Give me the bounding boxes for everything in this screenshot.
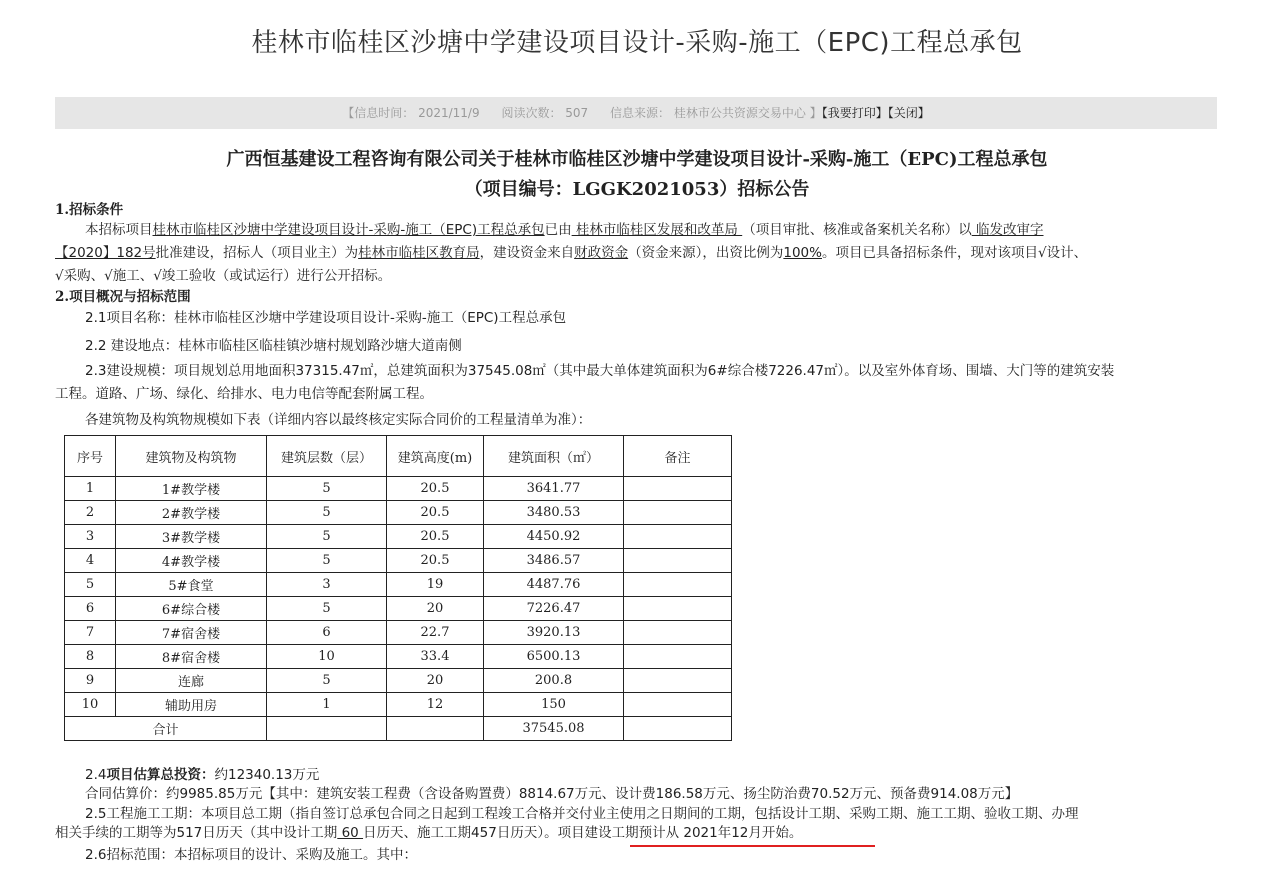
- header-cell: 建筑层数（层）: [267, 436, 387, 477]
- table-cell: [624, 597, 732, 621]
- table-cell: 10: [267, 645, 387, 669]
- table-cell: 7: [65, 621, 116, 645]
- fund-source: 财政资金: [574, 245, 629, 261]
- table-cell: 4#教学楼: [116, 549, 267, 573]
- table-cell: 7226.47: [484, 597, 624, 621]
- info-time-value: 2021/11/9: [418, 106, 480, 120]
- header-cell: 序号: [65, 436, 116, 477]
- info-reads-label: 阅读次数：: [501, 106, 562, 120]
- sec1-para-line3: √采购、√施工、√竣工验收（或试运行）进行公开招标。: [55, 268, 392, 284]
- text: 批准建设，招标人（项目业主）为: [155, 245, 359, 261]
- table-cell: 3: [65, 525, 116, 549]
- sec1-para-line1: [55, 220, 1220, 240]
- tenderer-name: 桂林市临桂区教育局: [358, 245, 480, 261]
- table-cell: 20.5: [387, 501, 484, 525]
- table-cell: 20: [387, 597, 484, 621]
- table-header-row: [65, 436, 732, 477]
- text: 。项目已具备招标条件，现对该项目√设计、: [821, 245, 1088, 261]
- para-2-4: [55, 765, 1220, 785]
- info-source-value: 桂林市公共资源交易中心: [673, 106, 806, 120]
- doc-heading-line2: （项目编号：LGGK2021053）招标公告: [464, 179, 810, 200]
- table-body: [65, 477, 732, 717]
- table-cell: [624, 477, 732, 501]
- table-cell: 5: [267, 525, 387, 549]
- table-cell: 200.8: [484, 669, 624, 693]
- header-cell: 建筑面积（㎡）: [484, 436, 624, 477]
- table-row: [65, 693, 732, 717]
- table-cell: 5: [267, 597, 387, 621]
- table-cell: 5: [267, 501, 387, 525]
- table-cell: 20.5: [387, 525, 484, 549]
- header-cell: 建筑物及构筑物: [116, 436, 267, 477]
- text: 日历天、施工工期457日历天）。项目建设工期预计从 2021年12月开始。: [363, 825, 803, 841]
- section2-title: 2.项目概况与招标范围: [55, 289, 191, 305]
- table-cell: 连廊: [116, 669, 267, 693]
- table-cell: 5: [267, 549, 387, 573]
- table-row: [65, 597, 732, 621]
- table-cell: 1: [267, 693, 387, 717]
- total-label: 合计: [65, 717, 267, 741]
- table-cell: 6#综合楼: [116, 597, 267, 621]
- table-cell: 6: [267, 621, 387, 645]
- para-2-1: 2.1项目名称：桂林市临桂区沙塘中学建设项目设计-采购-施工（EPC)工程总承包: [85, 310, 567, 326]
- table-cell: 3#教学楼: [116, 525, 267, 549]
- table-row: [65, 621, 732, 645]
- project-name-underlined: 桂林市临桂区沙塘中学建设项目设计-采购-施工（EPC)工程总承包: [152, 222, 545, 238]
- para-2-3-line1: 2.3建设规模：项目规划总用地面积37315.47㎡，总建筑面积为37545.08㎡（其中最大单体建筑面积为6#综合楼7226.47㎡）。以及室外体育场、围墙、大门等的建筑安装: [85, 363, 1115, 379]
- table-cell: 1#教学楼: [116, 477, 267, 501]
- text: 已由: [544, 222, 572, 238]
- section1-title: 1.招标条件: [55, 202, 124, 218]
- table-intro: 各建筑物及构筑物规模如下表（详细内容以最终核定实际合同价的工程量清单为准）：: [85, 412, 592, 428]
- para-2-5-line2: [55, 823, 1220, 843]
- text: ，建设资金来自: [479, 245, 575, 261]
- table-cell: 150: [484, 693, 624, 717]
- table-cell: 20.5: [387, 549, 484, 573]
- table-cell: 5#食堂: [116, 573, 267, 597]
- building-table: [64, 435, 732, 741]
- table-row: [65, 669, 732, 693]
- table-cell: [624, 669, 732, 693]
- table-cell: 5: [267, 669, 387, 693]
- table-cell: 9: [65, 669, 116, 693]
- table-cell: 33.4: [387, 645, 484, 669]
- info-source-close: 】: [809, 106, 822, 120]
- table-row: [65, 525, 732, 549]
- table-cell: [624, 717, 732, 741]
- table-cell: 8: [65, 645, 116, 669]
- table-cell: [387, 717, 484, 741]
- table-cell: [624, 525, 732, 549]
- text: （资金来源），出资比例为: [628, 245, 784, 261]
- table-cell: 19: [387, 573, 484, 597]
- table-cell: 3641.77: [484, 477, 624, 501]
- table-cell: 3: [267, 573, 387, 597]
- approval-authority: 桂林市临桂区发展和改革局: [571, 222, 743, 238]
- text: 相关手续的工期等为517日历天（其中设计工期: [55, 825, 338, 841]
- approval-doc: 临发改审字: [971, 222, 1044, 238]
- para-2-5-line1: 2.5工程施工工期：本项目总工期（指自签订总承包合同之日起到工程竣工合格并交付业主使用之日期间的工期，包括设计工期、采购工期、施工工期、验收工期、办理: [85, 806, 1079, 822]
- fund-ratio: 100%: [783, 245, 822, 261]
- info-bar: [55, 97, 1217, 129]
- table-cell: [267, 717, 387, 741]
- table-total-row: [65, 717, 732, 741]
- table-cell: 2: [65, 501, 116, 525]
- table-cell: [624, 573, 732, 597]
- table-cell: 6500.13: [484, 645, 624, 669]
- print-link[interactable]: 【我要打印】: [821, 106, 888, 120]
- total-area: 37545.08: [484, 717, 624, 741]
- info-reads-value: 507: [565, 106, 589, 120]
- table-cell: 3920.13: [484, 621, 624, 645]
- table-cell: 3486.57: [484, 549, 624, 573]
- table-cell: [624, 501, 732, 525]
- table-cell: 5: [65, 573, 116, 597]
- header-cell: 建筑高度(m): [387, 436, 484, 477]
- table-cell: 20: [387, 669, 484, 693]
- table-cell: [624, 693, 732, 717]
- approval-number: 【2020】182号: [55, 245, 156, 261]
- design-period: 60: [337, 825, 364, 841]
- info-source-label: 信息来源：: [610, 106, 671, 120]
- info-time-label: 【信息时间：: [342, 106, 415, 120]
- table-cell: 5: [267, 477, 387, 501]
- table-cell: [624, 645, 732, 669]
- doc-heading-line1: 广西恒基建设工程咨询有限公司关于桂林市临桂区沙塘中学建设项目设计-采购-施工（EPC)工程总承包: [226, 149, 1048, 170]
- table-row: [65, 573, 732, 597]
- text: 本招标项目: [85, 222, 153, 238]
- contract-estimate: 合同估算价：约9985.85万元【其中：建筑安装工程费（含设备购置费）8814.67万元、设计费186.58万元、扬尘防治费70.52万元、预备费914.08万元】: [85, 786, 1019, 802]
- para-2-6: 2.6招标范围：本招标项目的设计、采购及施工。其中：: [85, 847, 417, 863]
- table-cell: 22.7: [387, 621, 484, 645]
- investment-value: 约12340.13万元: [214, 767, 320, 783]
- table-cell: 1: [65, 477, 116, 501]
- text: （项目审批、核准或备案机关名称）以: [742, 222, 972, 238]
- table-cell: 7#宿舍楼: [116, 621, 267, 645]
- close-link[interactable]: 【关闭】: [887, 106, 930, 120]
- table-cell: 8#宿舍楼: [116, 645, 267, 669]
- table-row: [65, 477, 732, 501]
- table-cell: 3480.53: [484, 501, 624, 525]
- sec1-para-line2: [55, 243, 1220, 263]
- table-cell: [624, 621, 732, 645]
- para-2-3-line2: 工程。道路、广场、绿化、给排水、电力电信等配套附属工程。: [55, 386, 433, 402]
- table-cell: 10: [65, 693, 116, 717]
- table-row: [65, 501, 732, 525]
- investment-label: 项目估算总投资：: [106, 767, 215, 783]
- table-cell: 辅助用房: [116, 693, 267, 717]
- table-cell: [624, 549, 732, 573]
- table-cell: 2#教学楼: [116, 501, 267, 525]
- table-cell: 4: [65, 549, 116, 573]
- table-cell: 6: [65, 597, 116, 621]
- text: 2.4: [85, 767, 107, 783]
- header-cell: 备注: [624, 436, 732, 477]
- para-2-2: 2.2 建设地点：桂林市临桂区临桂镇沙塘村规划路沙塘大道南侧: [85, 338, 462, 354]
- table-row: [65, 549, 732, 573]
- table-cell: 12: [387, 693, 484, 717]
- table-cell: 4487.76: [484, 573, 624, 597]
- table-row: [65, 645, 732, 669]
- table-cell: 20.5: [387, 477, 484, 501]
- page-title: 桂林市临桂区沙塘中学建设项目设计-采购-施工（EPC)工程总承包: [251, 28, 1023, 58]
- table-cell: 4450.92: [484, 525, 624, 549]
